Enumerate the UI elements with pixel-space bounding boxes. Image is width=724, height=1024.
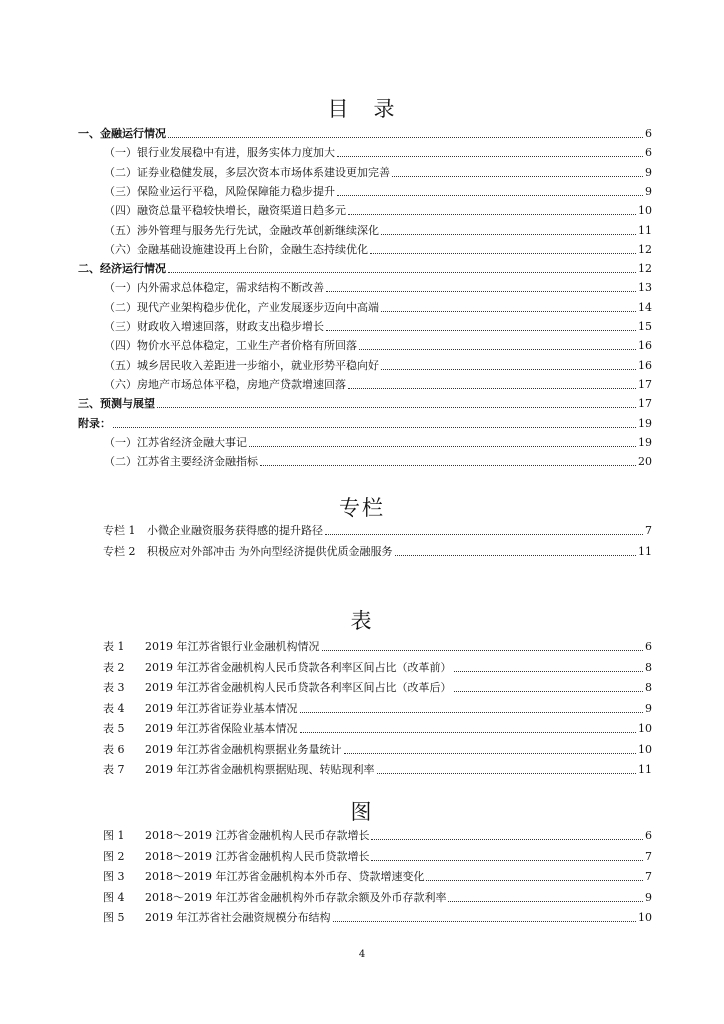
toc-entry[interactable] [104,452,652,472]
toc-entry[interactable] [78,394,652,414]
dot-leader [326,329,636,331]
entry-page-number: 15 [638,320,652,333]
toc-entry[interactable] [104,163,652,183]
dot-leader [381,233,636,235]
entry-page-number: 7 [645,524,652,537]
entry-number: 图 4 [103,890,125,904]
entry-page-number: 11 [638,545,652,558]
dot-leader [113,426,636,428]
entry-label: 积极应对外部冲击 为外向型经济提供优质金融服务 [147,545,393,558]
entry-page-number: 9 [645,165,652,179]
dot-leader [426,879,643,881]
dot-leader [322,649,644,651]
entry-number: 专栏 2 [103,545,136,558]
toc-entry[interactable] [104,201,652,221]
toc-entry[interactable] [104,317,652,337]
entry-page-number: 17 [638,397,652,411]
entry-page-number: 10 [638,722,652,735]
entry-page-number: 10 [638,742,652,756]
column-entry[interactable] [103,521,652,541]
entry-label: （一）江苏省经济金融大事记 [104,435,247,449]
toc-entry[interactable] [104,375,652,395]
toc-entry[interactable] [78,414,652,434]
table-entry[interactable] [103,740,652,760]
entry-label: （五）城乡居民收入差距进一步缩小，就业形势平稳向好 [104,358,379,372]
figure-entry[interactable] [103,888,652,908]
dot-leader [300,731,637,733]
dot-leader [348,213,636,215]
dot-leader [344,752,637,754]
entry-label: 2019 年江苏省金融机构票据贴现、转贴现利率 [145,763,375,776]
entry-label: 2019 年江苏省金融机构票据业务量统计 [145,742,342,756]
toc-entry[interactable] [104,278,652,298]
dot-leader [337,155,643,157]
toc-title: 目 录 [327,97,397,121]
dot-leader [326,290,636,292]
toc-entry[interactable] [104,240,652,260]
dot-leader [371,859,643,861]
toc-entry[interactable] [104,336,652,356]
entry-label: （三）保险业运行平稳，风险保障能力稳步提升 [104,184,335,198]
dot-leader [168,271,636,273]
entry-label: （六）金融基础设施建设再上台阶，金融生态持续优化 [104,242,368,256]
entry-label: 2019 年江苏省保险业基本情况 [145,722,298,735]
entry-page-number: 6 [645,146,652,160]
toc-entry[interactable] [104,182,652,202]
entry-page-number: 6 [645,127,652,140]
entry-number: 表 4 [103,701,125,715]
entry-label: 附录： [78,416,111,430]
entry-page-number: 16 [638,339,652,353]
dot-leader [392,175,643,177]
entry-page-number: 17 [638,377,652,391]
entry-number: 表 5 [103,722,125,735]
toc-entry[interactable] [78,259,652,279]
entry-label: 2019 年江苏省金融机构人民币贷款各利率区间占比（改革前） [145,660,452,674]
entry-label: （六）房地产市场总体平稳，房地产贷款增速回落 [104,377,346,391]
dot-leader [157,406,636,408]
entry-number: 表 2 [103,660,125,674]
entry-page-number: 14 [638,300,652,314]
columns-title: 专栏 [339,496,385,520]
entry-label: 2018～2019 年江苏省金融机构外币存款余额及外币存款利率 [145,890,447,904]
table-entry[interactable] [103,637,652,657]
dot-leader [300,711,644,713]
dot-leader [337,194,643,196]
entry-label: 2019 年江苏省证券业基本情况 [145,701,298,715]
dot-leader [381,368,636,370]
entry-page-number: 7 [645,849,652,863]
toc-entry[interactable] [104,356,652,376]
entry-page-number: 9 [645,890,652,904]
entry-label: （一）内外需求总体稳定，需求结构不断改善 [104,281,324,295]
dot-leader [371,838,643,840]
figure-entry[interactable] [103,826,652,846]
entry-label: 2019 年江苏省社会融资规模分布结构 [145,911,331,924]
dot-leader [381,310,636,312]
entry-page-number: 12 [638,242,652,256]
dot-leader [260,464,636,466]
entry-number: 专栏 1 [103,524,136,537]
entry-number: 表 1 [103,640,125,653]
entry-number: 图 5 [103,911,125,924]
entry-label: （四）物价水平总体稳定，工业生产者价格有所回落 [104,339,357,353]
figure-entry[interactable] [103,908,652,928]
entry-label: （四）融资总量平稳较快增长，融资渠道日趋多元 [104,204,346,218]
table-entry[interactable] [103,699,652,719]
entry-page-number: 19 [638,416,652,430]
figures-title: 图 [350,800,374,824]
dot-leader [370,252,636,254]
entry-label: 一、金融运行情况 [78,127,166,140]
table-entry[interactable] [103,658,652,678]
toc-entry[interactable] [104,221,652,241]
dot-leader [348,387,636,389]
entry-label: 2019 年江苏省银行业金融机构情况 [145,640,320,653]
entry-label: （二）证券业稳健发展，多层次资本市场体系建设更加完善 [104,165,390,179]
toc-entry[interactable] [104,143,652,163]
toc-entry[interactable] [104,433,652,453]
column-entry[interactable] [103,542,652,562]
table-entry[interactable] [103,678,652,698]
toc-entry[interactable] [104,298,652,318]
entry-label: （三）财政收入增速回落，财政支出稳步增长 [104,320,324,333]
toc-entry[interactable] [78,124,652,144]
figure-entry[interactable] [103,867,652,887]
entry-label: 小微企业融资服务获得感的提升路径 [147,524,323,537]
dot-leader [377,772,637,774]
entry-label: （五）涉外管理与服务先行先试，金融改革创新继续深化 [104,223,379,237]
entry-page-number: 9 [645,701,652,715]
dot-leader [325,533,643,535]
dot-leader [395,554,637,556]
entry-page-number: 6 [645,640,652,653]
entry-label: 三、预测与展望 [78,397,155,411]
dot-leader [168,136,643,138]
entry-page-number: 6 [645,829,652,842]
dot-leader [448,900,643,902]
dot-leader [249,445,636,447]
entry-label: 2018～2019 年江苏省金融机构本外币存、贷款增速变化 [145,870,425,883]
entry-page-number: 7 [645,870,652,883]
entry-number: 图 3 [103,870,125,883]
dot-leader [454,670,644,672]
entry-page-number: 12 [638,262,652,276]
entry-label: 二、经济运行情况 [78,262,166,276]
entry-page-number: 10 [638,204,652,218]
entry-page-number: 11 [638,223,652,237]
entry-number: 图 1 [103,829,125,842]
tables-title: 表 [350,609,374,633]
entry-number: 表 6 [103,742,125,756]
dot-leader [333,920,637,922]
entry-page-number: 10 [638,911,652,924]
entry-number: 图 2 [103,849,125,863]
entry-page-number: 9 [645,184,652,198]
entry-page-number: 8 [645,660,652,674]
entry-label: （二）现代产业架构稳步优化，产业发展逐步迈向中高端 [104,300,379,314]
entry-page-number: 13 [638,281,652,295]
entry-label: 2019 年江苏省金融机构人民币贷款各利率区间占比（改革后） [145,681,452,694]
entry-label: 2018～2019 江苏省金融机构人民币存款增长 [145,829,370,842]
entry-page-number: 16 [638,358,652,372]
entry-number: 表 3 [103,681,125,694]
entry-page-number: 8 [645,681,652,694]
entry-page-number: 11 [638,763,652,776]
table-entry[interactable] [103,760,652,780]
entry-page-number: 20 [638,455,652,469]
table-entry[interactable] [103,719,652,739]
dot-leader [359,348,636,350]
dot-leader [454,690,644,692]
entry-label: （二）江苏省主要经济金融指标 [104,455,258,469]
entry-number: 表 7 [103,763,125,776]
entry-label: 2018～2019 江苏省金融机构人民币贷款增长 [145,849,370,863]
page-number: 4 [358,949,366,960]
entry-label: （一）银行业发展稳中有进，服务实体力度加大 [104,146,335,160]
figure-entry[interactable] [103,847,652,867]
entry-page-number: 19 [638,435,652,449]
